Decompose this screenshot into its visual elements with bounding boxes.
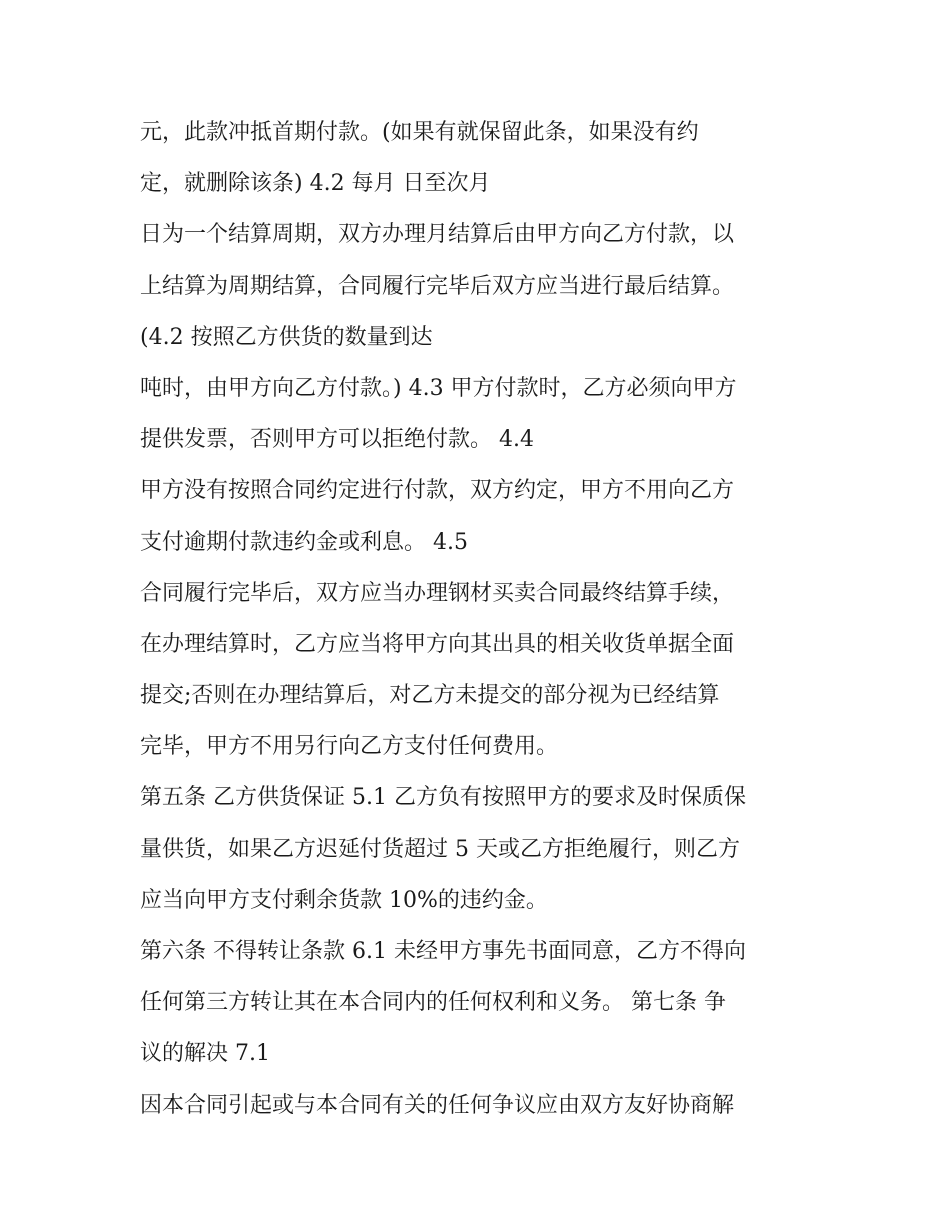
text-line: 在办理结算时，乙方应当将甲方向其出具的相关收货单据全面 xyxy=(140,631,735,657)
text-line: 吨时，由甲方向乙方付款。) 4.3 甲方付款时，乙方必须向甲方 xyxy=(140,375,737,401)
contract-text-body xyxy=(140,107,830,1131)
text-line: 上结算为周期结算，合同履行完毕后双方应当进行最后结算。 xyxy=(140,273,735,299)
text-line: 定，就删除该条) 4.2 每月 日至次月 xyxy=(140,171,491,197)
text-line: 合同履行完毕后，双方应当办理钢材买卖合同最终结算手续， xyxy=(140,580,735,606)
text-line: 因本合同引起或与本合同有关的任何争议应由双方友好协商解 xyxy=(140,1092,735,1118)
text-line: 第六条 不得转让条款 6.1 未经甲方事先书面同意，乙方不得向 xyxy=(140,939,746,964)
text-line: 甲方没有按照合同约定进行付款，双方约定，甲方不用向乙方 xyxy=(140,478,735,504)
text-line: 第五条 乙方供货保证 5.1 乙方负有按照甲方的要求及时保质保 xyxy=(140,785,746,811)
text-line: 提供发票，否则甲方可以拒绝付款。 4.4 xyxy=(140,427,534,453)
text-line: 日为一个结算周期，双方办理月结算后由甲方向乙方付款，以 xyxy=(140,222,735,248)
text-line: 提交;否则在办理结算后，对乙方未提交的部分视为已经结算 xyxy=(140,683,720,709)
text-line: 任何第三方转让其在本合同内的任何权利和义务。 第七条 争 xyxy=(140,990,726,1016)
text-line: 元，此款冲抵首期付款。(如果有就保留此条，如果没有约 xyxy=(140,120,699,145)
text-line: 议的解决 7.1 xyxy=(140,1041,270,1067)
text-line: (4.2 按照乙方供货的数量到达 xyxy=(140,324,433,350)
text-line: 完毕，甲方不用另行向乙方支付任何费用。 xyxy=(140,734,559,760)
text-line: 支付逾期付款违约金或利息。 4.5 xyxy=(140,529,468,555)
text-line: 应当向甲方支付剩余货款 10%的违约金。 xyxy=(140,887,548,913)
text-line: 量供货，如果乙方迟延付货超过 5 天或乙方拒绝履行，则乙方 xyxy=(140,836,740,862)
